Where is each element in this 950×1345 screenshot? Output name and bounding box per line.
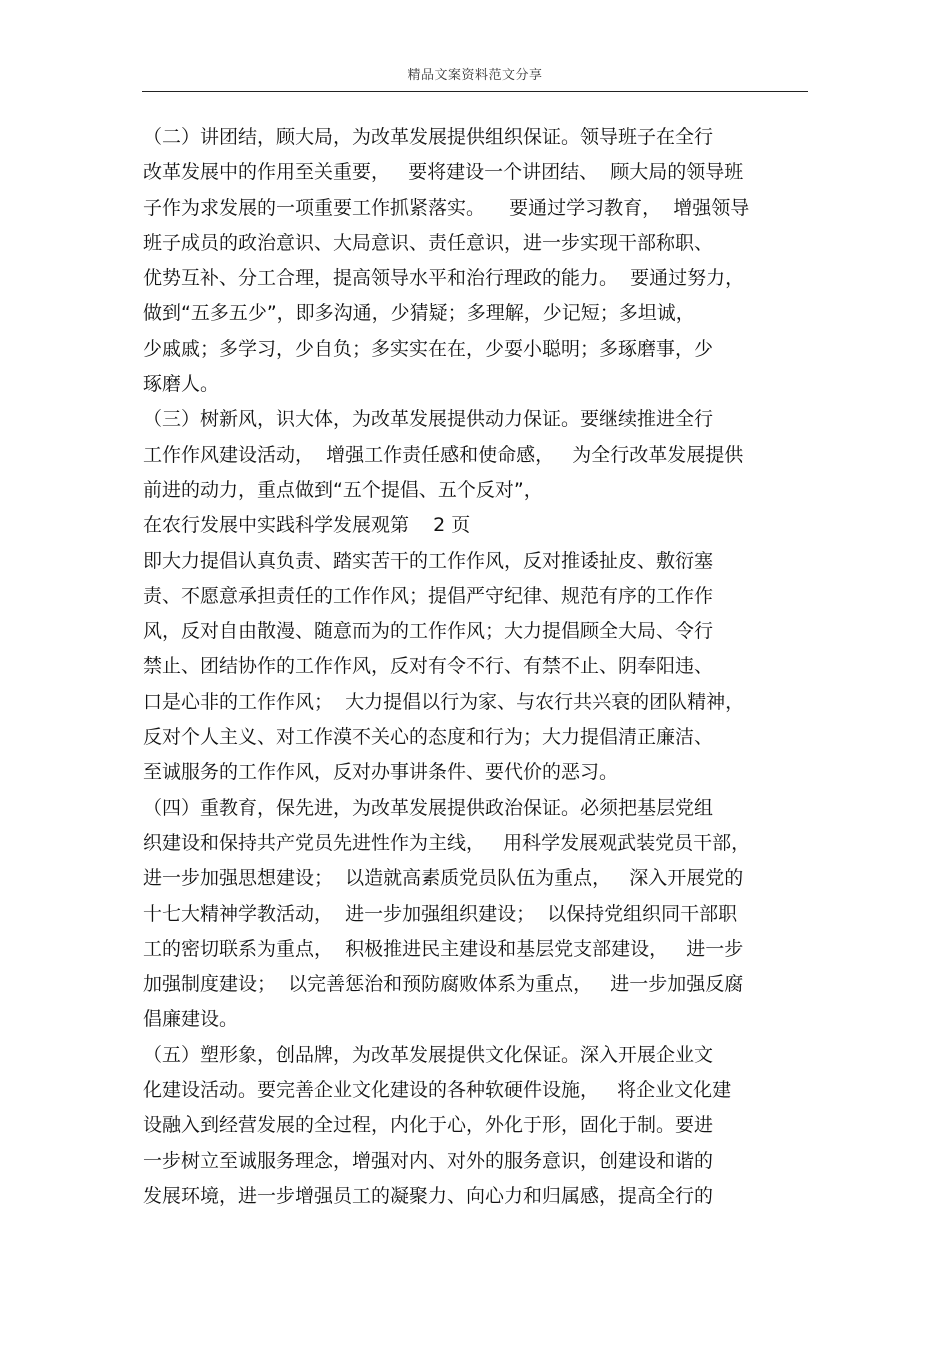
text-line: 设融入到经营发展的全过程，内化于心，外化于形，固化于制。要进: [143, 1114, 714, 1137]
text-line: 口是心非的工作作风； 大力提倡以行为家、与农行共兴衰的团队精神，: [143, 690, 745, 713]
text-line: 倡廉建设。: [143, 1008, 239, 1031]
text-line: 反对个人主义、对工作漠不关心的态度和行为；大力提倡清正廉洁、: [143, 726, 714, 749]
text-line: 工作作风建设活动， 增强工作责任感和使命感， 为全行改革发展提供: [143, 443, 744, 466]
document-body: [143, 120, 823, 1214]
text-line: 十七大精神学教活动， 进一步加强组织建设； 以保持党组织同干部职: [143, 902, 738, 925]
text-line: 进一步加强思想建设； 以造就高素质党员队伍为重点， 深入开展党的: [143, 867, 744, 890]
text-line: 做到“五多五少”，即多沟通，少猜疑；多理解，少记短；多坦诚，: [143, 302, 695, 325]
text-line: 化建设活动。要完善企业文化建设的各种软硬件设施， 将企业文化建: [143, 1079, 732, 1102]
page-header-title: 精品文案资料范文分享: [407, 68, 543, 83]
text-line: （三）树新风，识大体，为改革发展提供动力保证。要继续推进全行: [143, 408, 714, 431]
text-line: 子作为求发展的一项重要工作抓紧落实。 要通过学习教育， 增强领导: [143, 196, 750, 219]
text-line: 即大力提倡认真负责、踏实苦干的工作作风，反对推诿扯皮、敷衍塞: [143, 549, 714, 572]
text-line: 责、不愿意承担责任的工作作风；提倡严守纪律、规范有序的工作作: [143, 584, 714, 607]
text-line: 加强制度建设； 以完善惩治和预防腐败体系为重点， 进一步加强反腐: [143, 973, 744, 996]
text-line: 织建设和保持共产党员先进性作为主线， 用科学发展观武装党员干部，: [143, 831, 751, 854]
text-line: 琢磨人。: [143, 373, 220, 396]
text-line: 至诚服务的工作作风，反对办事讲条件、要代价的恶习。: [143, 761, 619, 784]
text-line: 改革发展中的作用至关重要， 要将建设一个讲团结、 顾大局的领导班: [143, 161, 744, 184]
text-line: 风，反对自由散漫、随意而为的工作作风；大力提倡顾全大局、令行: [143, 620, 714, 643]
text-line: 少戚戚；多学习，少自负；多实实在在，少耍小聪明；多琢磨事，少: [143, 337, 714, 360]
header-divider: [142, 91, 808, 92]
text-line: 发展环境，进一步增强员工的凝聚力、向心力和归属感，提高全行的: [143, 1184, 714, 1207]
text-line: 工的密切联系为重点， 积极推进民主建设和基层党支部建设， 进一步: [143, 937, 744, 960]
text-line: 禁止、团结协作的工作作风，反对有令不行、有禁不止、阴奉阳违、: [143, 655, 714, 678]
text-line: （四）重教育，保先进，为改革发展提供政治保证。必须把基层党组: [143, 796, 714, 819]
text-line: 班子成员的政治意识、大局意识、责任意识，进一步实现干部称职、: [143, 231, 714, 254]
text-line: （二）讲团结，顾大局，为改革发展提供组织保证。领导班子在全行: [143, 126, 714, 148]
text-line: 优势互补、分工合理，提高领导水平和治行理政的能力。 要通过努力，: [143, 267, 745, 290]
text-line: （五）塑形象，创品牌，为改革发展提供文化保证。深入开展企业文: [143, 1043, 714, 1066]
page-footer-note: 在农行发展中实践科学发展观第 2 页: [143, 514, 471, 537]
text-line: 一步树立至诚服务理念，增强对内、对外的服务意识，创建设和谐的: [143, 1149, 714, 1172]
text-line: 前进的动力，重点做到“五个提倡、五个反对”，: [143, 478, 543, 501]
